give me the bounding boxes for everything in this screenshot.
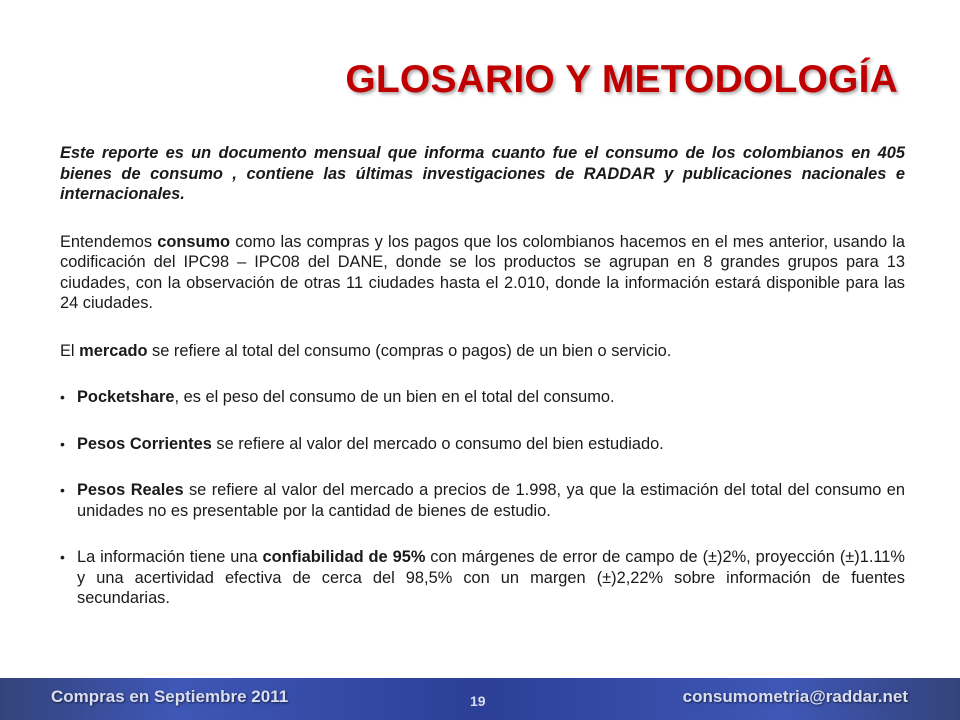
- bullet-definition: se refiere al valor del mercado a precios de 1.998, ya que la estimación del total del consumo en unidades no es presentable por la cantidad de bienes de estudio.: [77, 481, 905, 520]
- mercado-pre: El: [60, 341, 80, 360]
- list-item-confiabilidad: [60, 547, 905, 609]
- bullet-icon: •: [60, 549, 65, 565]
- mercado-paragraph: [60, 341, 905, 362]
- bullet-icon: •: [60, 482, 65, 498]
- list-item-pesos-corrientes: [60, 434, 905, 455]
- bullet-term: confiabilidad de 95%: [262, 548, 426, 566]
- bullet-definition: se refiere al valor del mercado o consumo del bien estudiado.: [211, 434, 664, 453]
- bullet-definition: , es el peso del consumo de un bien en el total del consumo.: [174, 388, 615, 406]
- consumo-definition: como las compras y los pagos que los colombianos hacemos en el mes anterior, usando la codificación del IPC98 – IPC08 del DANE, donde se los productos se agrupan en 8 grandes grupos para 13 ciudades, con la observación de otras 11 ciudades hasta el 2.010, donde la información estará disponible para las 24 ciudades.: [60, 232, 905, 312]
- footer-email: consumometria@raddar.net: [682, 687, 908, 706]
- mercado-term: mercado: [79, 341, 148, 360]
- footer-report-title: Compras en Septiembre 2011: [51, 687, 289, 706]
- glossary-content: [60, 143, 905, 609]
- bullet-icon: •: [60, 435, 65, 452]
- footer-bar: [0, 678, 960, 720]
- bullet-term: Pesos Reales: [77, 481, 184, 499]
- bullet-definition: con márgenes de error de campo de (±)2%, proyección (±)1.11% y una acertividad efectiva de cerca del 98,5% con un margen (±)2,22% sobre información de fuentes secundarias.: [77, 548, 905, 607]
- bullet-pre: La información tiene una: [77, 548, 263, 566]
- mercado-definition: se refiere al total del consumo (compras o pagos) de un bien o servicio.: [147, 341, 672, 360]
- bullet-term: Pocketshare: [77, 388, 175, 406]
- definitions-list: [60, 387, 905, 609]
- consumo-paragraph: [60, 232, 905, 314]
- bullet-term: Pesos Corrientes: [77, 434, 212, 453]
- bullet-icon: •: [60, 389, 65, 405]
- page-number: 19: [470, 693, 486, 709]
- page-title: GLOSARIO Y METODOLOGÍA: [345, 58, 898, 101]
- intro-paragraph: Este reporte es un documento mensual que informa cuanto fue el consumo de los colombianos en 405 bienes de consumo , contiene las últimas investigaciones de RADDAR y publicaciones nacionales e internacionales.: [60, 144, 905, 203]
- consumo-term: consumo: [157, 232, 231, 251]
- list-item-pocketshare: [60, 387, 905, 408]
- list-item-pesos-reales: [60, 480, 905, 521]
- consumo-pre: Entendemos: [60, 232, 158, 251]
